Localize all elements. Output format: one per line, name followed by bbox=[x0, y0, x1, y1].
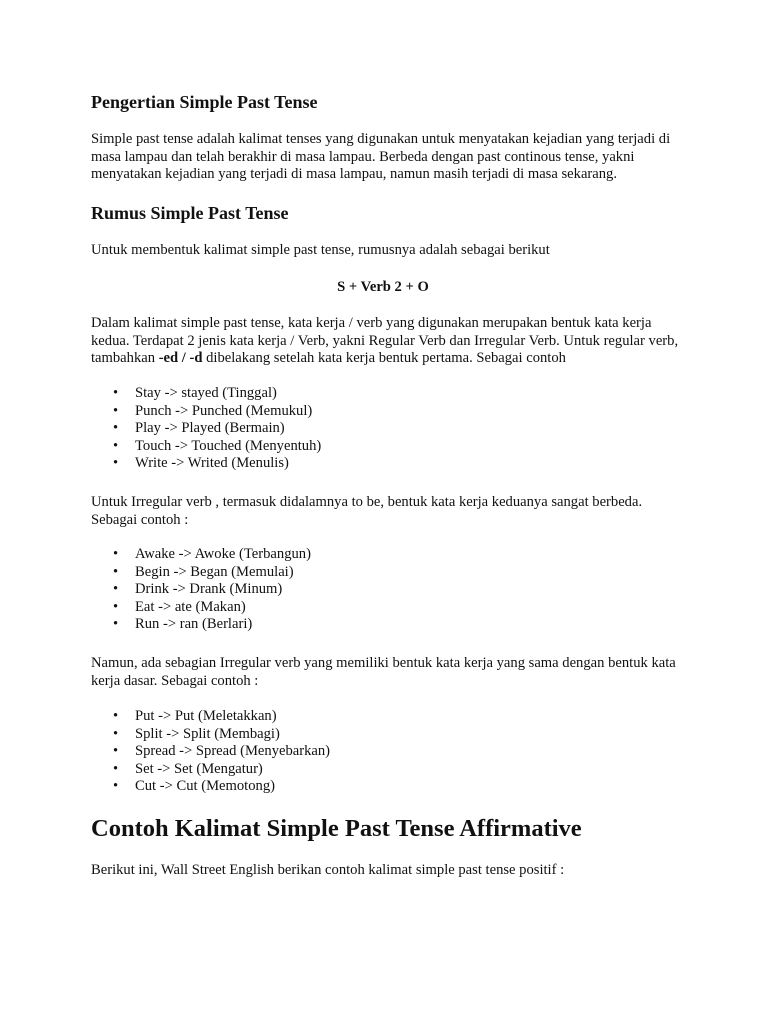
list-item: • Punch -> Punched (Memukul) bbox=[113, 402, 313, 419]
list-item: • Run -> ran (Berlari) bbox=[113, 616, 253, 633]
formula: S + Verb 2 + O bbox=[337, 279, 429, 295]
list-item: • Play -> Played (Bermain) bbox=[113, 420, 285, 437]
same-form-verb-list bbox=[91, 708, 330, 796]
bullet: • bbox=[113, 420, 119, 437]
paragraph-regular-verb-text-2: dibelakang setelah kata kerja bentuk pertama. Sebagai contoh bbox=[202, 350, 566, 367]
paragraph-formula-intro: Untuk membentuk kalimat simple past tense, rumusnya adalah sebagai berikut bbox=[91, 242, 550, 258]
bullet: • bbox=[113, 437, 119, 454]
bullet: • bbox=[113, 581, 119, 598]
bullet: • bbox=[113, 563, 119, 580]
paragraph-regular-verb-text-1: Dalam kalimat simple past tense, kata kerja / verb yang digunakan merupakan bentuk kata kerja kedua. Terdapat 2 jenis kata kerja / Verb, yakni Regular Verb dan Irregular Verb. Untuk regular verb, tambahkan bbox=[91, 315, 679, 367]
list-item: • Begin -> Began (Memulai) bbox=[113, 563, 294, 580]
bullet: • bbox=[113, 385, 119, 401]
list-item: • Spread -> Spread (Menyebarkan) bbox=[113, 743, 331, 760]
irregular-verb-list bbox=[91, 546, 311, 634]
paragraph-irregular-intro: Untuk Irregular verb , termasuk didalamnya to be, bentuk kata kerja keduanya sangat berbeda. Sebagai contoh : bbox=[91, 494, 643, 528]
bullet: • bbox=[113, 598, 119, 615]
bullet: • bbox=[113, 455, 119, 472]
paragraph-definition: Simple past tense adalah kalimat tenses yang digunakan untuk menyatakan kejadian yang terjadi di masa lampau dan telah berakhir di masa lampau. Berbeda dengan past continous tense, yakni menyatakan kejadian yang terjadi di masa lampau, namun masih terjadi di masa sekarang. bbox=[91, 131, 671, 183]
bullet: • bbox=[113, 616, 119, 633]
bullet: • bbox=[113, 743, 119, 760]
list-item: • Set -> Set (Mengatur) bbox=[113, 760, 263, 777]
heading-contoh-affirmative: Contoh Kalimat Simple Past Tense Affirmative bbox=[91, 815, 582, 842]
bullet: • bbox=[113, 402, 119, 419]
list-item: • Touch -> Touched (Menyentuh) bbox=[113, 437, 322, 454]
heading-pengertian: Pengertian Simple Past Tense bbox=[91, 92, 318, 112]
regular-verb-list bbox=[91, 385, 321, 473]
list-item: • Eat -> ate (Makan) bbox=[113, 598, 246, 615]
list-item: • Drink -> Drank (Minum) bbox=[113, 581, 283, 598]
list-item: • Stay -> stayed (Tinggal) bbox=[113, 385, 277, 401]
paragraph-same-form-intro: Namun, ada sebagian Irregular verb yang memiliki bentuk kata kerja yang sama dengan bentuk kata kerja dasar. Sebagai contoh : bbox=[91, 655, 676, 689]
heading-rumus: Rumus Simple Past Tense bbox=[91, 203, 289, 223]
paragraph-regular-verb bbox=[91, 315, 681, 368]
list-item: • Write -> Writed (Menulis) bbox=[113, 455, 289, 472]
bullet: • bbox=[113, 708, 119, 724]
list-item: • Cut -> Cut (Memotong) bbox=[113, 778, 275, 795]
list-item: • Split -> Split (Membagi) bbox=[113, 725, 280, 742]
list-item: • Awake -> Awoke (Terbangun) bbox=[113, 546, 311, 562]
bullet: • bbox=[113, 778, 119, 795]
bullet: • bbox=[113, 725, 119, 742]
suffix-bold: -ed / -d bbox=[158, 350, 203, 367]
paragraph-affirmative-intro: Berikut ini, Wall Street English berikan contoh kalimat simple past tense positif : bbox=[91, 862, 565, 878]
list-item: • Put -> Put (Meletakkan) bbox=[113, 708, 277, 724]
bullet: • bbox=[113, 760, 119, 777]
bullet: • bbox=[113, 546, 119, 562]
